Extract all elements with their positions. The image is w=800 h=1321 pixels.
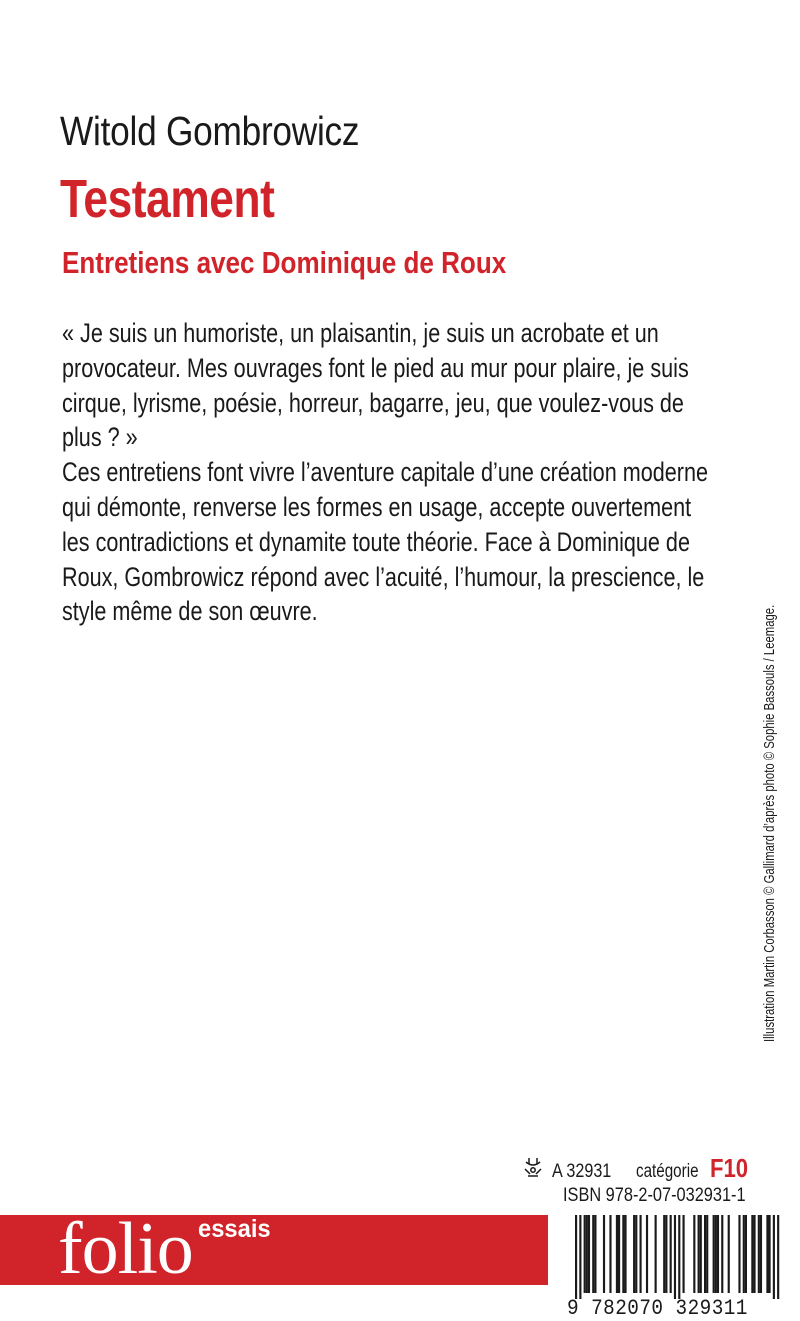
barcode-bar xyxy=(624,1215,626,1293)
barcode-bars xyxy=(551,1213,800,1299)
author-name: Witold Gombrowicz xyxy=(60,108,360,154)
barcode-bar xyxy=(579,1215,581,1299)
barcode-bar xyxy=(678,1215,680,1299)
barcode-bar xyxy=(674,1215,676,1299)
barcode-bar xyxy=(713,1215,715,1293)
illustration-credit-text: Illustration Martin Corbasson © Gallimard d’après photo © Sophie Bassouls / Leemage. xyxy=(762,604,778,1042)
barcode-bar xyxy=(706,1215,708,1293)
barcode-bar xyxy=(618,1215,620,1293)
barcode-bar xyxy=(616,1215,618,1293)
catalog-code: A 32931 xyxy=(552,1161,612,1182)
barcode-bar xyxy=(622,1215,624,1293)
barcode-bar xyxy=(603,1215,605,1293)
barcode-bar xyxy=(769,1215,771,1293)
collection-series: essais xyxy=(198,1215,271,1243)
blurb-line: style même de son œuvre. xyxy=(62,596,318,627)
folio-logo: folio xyxy=(58,1208,193,1290)
catalog-info xyxy=(522,1153,755,1181)
category-value: F10 xyxy=(709,1153,749,1183)
barcode-bar xyxy=(700,1215,702,1293)
barcode-bar xyxy=(758,1215,760,1293)
barcode-bar xyxy=(670,1215,672,1293)
barcode-bar xyxy=(728,1215,730,1293)
barcode-bar xyxy=(655,1215,657,1293)
barcode-bar xyxy=(760,1215,762,1293)
barcode-bar xyxy=(588,1215,590,1293)
barcode-bar xyxy=(738,1215,740,1293)
barcode-bar xyxy=(635,1215,637,1293)
category-label: catégorie xyxy=(635,1161,699,1182)
illustration-credit xyxy=(762,481,778,1042)
barcode-bar xyxy=(753,1215,755,1293)
barcode-bar xyxy=(751,1215,753,1293)
blurb-line: Ces entretiens font vivre l’aventure capitale d’une création moderne xyxy=(62,457,708,488)
barcode-bar xyxy=(594,1215,596,1293)
blurb-line: Roux, Gombrowicz répond avec l’acuité, l’humour, la prescience, le xyxy=(62,561,705,592)
blurb-line: provocateur. Mes ouvrages font le pied au mur pour plaire, je suis xyxy=(62,352,689,383)
barcode-bar xyxy=(715,1215,717,1293)
barcode-bar xyxy=(575,1215,577,1299)
barcode-bar xyxy=(698,1215,700,1293)
barcode-bar xyxy=(766,1215,768,1293)
barcode-bar xyxy=(683,1215,685,1293)
book-title: Testament xyxy=(60,169,275,229)
blurb-line: qui démonte, renverse les formes en usage, accepte ouvertement xyxy=(62,491,692,522)
barcode-bar xyxy=(663,1215,665,1293)
barcode-bar xyxy=(745,1215,747,1293)
blurb-line: « Je suis un humoriste, un plaisantin, je suis un acrobate et un xyxy=(62,318,659,348)
barcode-bar xyxy=(721,1215,723,1293)
blurb-line: les contradictions et dynamite toute théorie. Face à Dominique de xyxy=(62,526,690,557)
blurb-line: plus ? » xyxy=(62,422,138,453)
blurb-line: cirque, lyrisme, poésie, horreur, bagarre, jeu, que voulez-vous de xyxy=(62,387,684,418)
isbn-number: ISBN 978-2-07-032931-1 xyxy=(563,1185,746,1206)
barcode-bar xyxy=(743,1215,745,1293)
barcode-bar xyxy=(704,1215,706,1293)
barcode-bar xyxy=(777,1215,779,1299)
barcode-bar xyxy=(693,1215,695,1293)
book-subtitle: Entretiens avec Dominique de Roux xyxy=(62,245,507,280)
barcode-bar xyxy=(773,1215,775,1299)
barcode-digits: 9 782070 329311 xyxy=(567,1296,748,1321)
barcode-bar xyxy=(665,1215,667,1293)
barcode-bar xyxy=(584,1215,586,1293)
barcode-bar xyxy=(633,1215,635,1293)
barcode-bar xyxy=(592,1215,594,1293)
barcode xyxy=(551,1213,800,1321)
barcode-bar xyxy=(609,1215,611,1293)
gallimard-publisher-icon xyxy=(522,1156,544,1178)
barcode-bar xyxy=(586,1215,588,1293)
barcode-bar xyxy=(646,1215,648,1293)
barcode-bar xyxy=(717,1215,719,1293)
back-cover-blurb xyxy=(62,316,800,629)
barcode-bar xyxy=(640,1215,642,1293)
